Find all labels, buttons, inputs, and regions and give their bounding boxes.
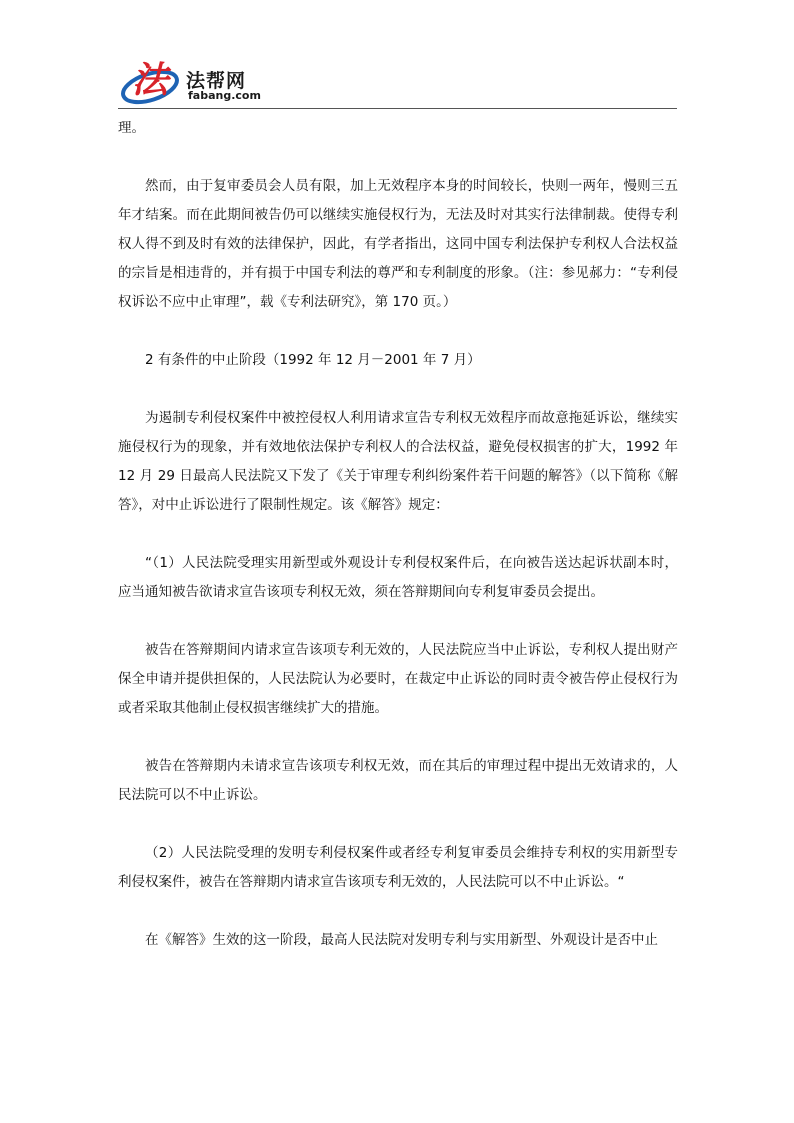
logo-mark-char: 法: [132, 59, 169, 101]
paragraph: 被告在答辩期间内请求宣告该项专利无效的，人民法院应当中止诉讼，专利权人提出财产保全申请并提供担保的，人民法院认为必要时，在裁定中止诉讼的同时责令被告停止侵权行为或者采取其他制止侵权损害继续扩大的措施。: [118, 642, 678, 716]
paragraph: “（1）人民法院受理实用新型或外观设计专利侵权案件后，在向被告送达起诉状副本时，应当通知被告欲请求宣告该项专利权无效，须在答辩期间向专利复审委员会提出。: [118, 555, 678, 600]
fabang-logo-icon: [118, 54, 184, 108]
header-divider: [118, 108, 677, 109]
paragraph: （2）人民法院受理的发明专利侵权案件或者经专利复审委员会维持专利权的实用新型专利侵权案件，被告在答辩期内请求宣告该项专利无效的，人民法院可以不中止诉讼。“: [118, 845, 678, 890]
paragraph: 为遏制专利侵权案件中被控侵权人利用请求宣告专利权无效程序而故意拖延诉讼，继续实施侵权行为的现象，并有效地依法保护专利权人的合法权益，避免侵权损害的扩大，1992 年 12 月 29 日最高人民法院又下发了《关于审理专利纠纷案件若干问题的解答》（以下简称《解答》，对中止诉讼进行了限制性规定。该《解答》规定：: [118, 410, 678, 513]
paragraph: 被告在答辩期内未请求宣告该项专利权无效，而在其后的审理过程中提出无效请求的，人民法院可以不中止诉讼。: [118, 758, 678, 803]
logo-domain: fabang.com: [188, 89, 261, 102]
logo-chinese-name: 法帮网: [186, 70, 247, 92]
paragraph-continuation: 理。: [118, 120, 145, 136]
paragraph: 然而，由于复审委员会人员有限，加上无效程序本身的时间较长，快则一两年，慢则三五年才结案。而在此期间被告仍可以继续实施侵权行为，无法及时对其实行法律制裁。使得专利权人得不到及时有效的法律保护，因此，有学者指出，这同中国专利法保护专利权人合法权益的宗旨是相违背的，并有损于中国专利法的尊严和专利制度的形象。（注：参见郝力：“专利侵权诉讼不应中止审理”，载《专利法研究》，第 170 页。）: [118, 178, 678, 310]
paragraph: 在《解答》生效的这一阶段，最高人民法院对发明专利与实用新型、外观设计是否中止: [145, 932, 658, 948]
document-body: [118, 114, 678, 984]
page-header: [118, 54, 678, 108]
section-heading: 2 有条件的中止阶段（1992 年 12 月－2001 年 7 月）: [145, 352, 481, 368]
